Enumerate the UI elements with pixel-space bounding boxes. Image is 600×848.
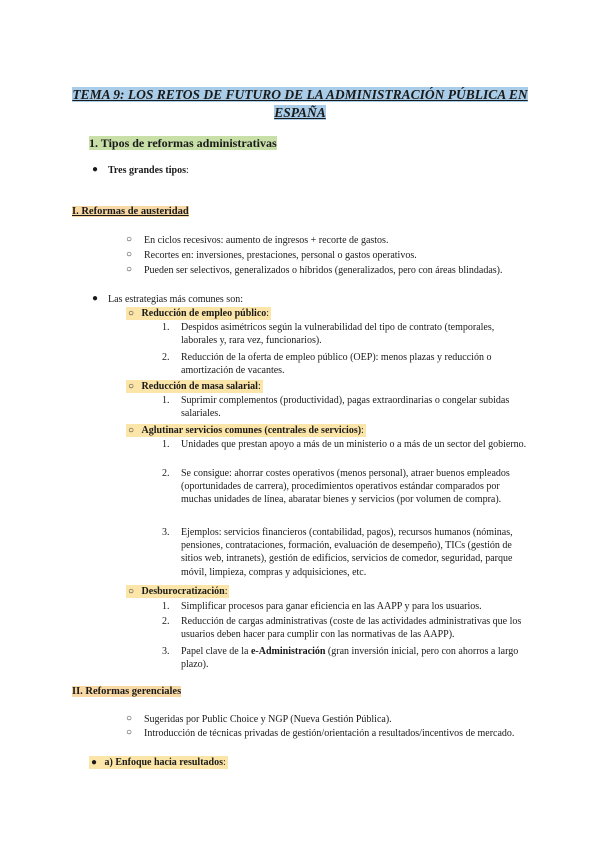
sub-item: Pueden ser selectivos, generalizados o híbridos (generalizados, pero con áreas blindadas).: [144, 265, 503, 276]
sub-item: En ciclos recesivos: aumento de ingresos + recorte de gastos.: [144, 235, 389, 246]
strategy-item: Ejemplos: servicios financieros (contabilidad, pagos), recursos humanos (nóminas, pensiones, contrataciones, formación, evaluación de desempeño), TICs (gestión de sitios web, intranets), gestión de edificios, servicios de comedor, seguridad, parque móvil, limpieza, compras y adquisiciones, etc.: [181, 527, 513, 578]
strategy-item: Papel clave de la e-Administración (gran inversión inicial, pero con ahorros a largo plazo).: [181, 646, 519, 671]
strategy-item: Unidades que prestan apoyo a más de un ministerio o a más de un sector del gobierno.: [181, 439, 527, 450]
num: 2.: [162, 616, 170, 627]
page-title: TEMA 9: LOS RETOS DE FUTURO DE LA ADMINISTRACIÓN PÚBLICA EN ESPAÑA: [72, 87, 528, 120]
sub-item: Recortes en: inversiones, prestaciones, personal o gastos operativos.: [144, 250, 417, 261]
circle-bullet: ○: [126, 249, 133, 260]
strategy-item: Reducción de la oferta de empleo público (OEP): menos plazas y reducción o amortización de vacantes.: [181, 352, 492, 377]
sub-item: Sugeridas por Public Choice y NGP (Nueva Gestión Pública).: [144, 714, 392, 725]
circle-bullet: ○: [126, 727, 133, 738]
strategy-item: Simplificar procesos para ganar eficiencia en las AAPP y para los usuarios.: [181, 601, 482, 612]
sub-item: Introducción de técnicas privadas de gestión/orientación a resultados/incentivos de mercado.: [144, 728, 515, 739]
num: 1.: [162, 601, 170, 612]
strategies-intro: Las estrategias más comunes son:: [108, 294, 243, 305]
num: 2.: [162, 352, 170, 363]
num: 3.: [162, 646, 170, 657]
num: 2.: [162, 468, 170, 479]
bullet-dot: ●: [92, 164, 99, 175]
subsection-enfoque-resultados: ● a) Enfoque hacia resultados:: [91, 757, 226, 768]
circle-bullet: ○: [126, 234, 133, 245]
section-heading-1: 1. Tipos de reformas administrativas: [89, 136, 277, 150]
num: 1.: [162, 439, 170, 450]
bullet-tres-tipos: Tres grandes tipos:: [108, 165, 189, 176]
strategy-4: ○ Desburocratización:: [128, 586, 228, 597]
strategy-item: Suprimir complementos (productividad), pagas extraordinarias o congelar subidas salariales.: [181, 395, 510, 420]
num: 1.: [162, 322, 170, 333]
circle-bullet: ○: [126, 264, 133, 275]
num: 1.: [162, 395, 170, 406]
strategy-item: Reducción de cargas administrativas (coste de las actividades administrativas que los usuarios deben hacer para cumplir con las normativas de las AAPP).: [181, 616, 522, 641]
bullet-dot: ●: [92, 293, 99, 304]
strategy-item: Se consigue: ahorrar costes operativos (menos personal), atraer buenos empleados (oportunidades de carrera), procedimientos operativos estándar comparados por muchas unidades de línea, abaratar bienes y servicios (por volumen de compra).: [181, 468, 510, 506]
num: 3.: [162, 527, 170, 538]
strategy-2: ○ Reducción de masa salarial:: [128, 381, 261, 392]
section-heading-gerenciales: II. Reformas gerenciales: [72, 686, 182, 697]
strategy-1: ○ Reducción de empleo público:: [128, 308, 270, 319]
strategy-3: ○ Aglutinar servicios comunes (centrales de servicios):: [128, 425, 364, 436]
strategy-item: Despidos asimétricos según la vulnerabilidad del tipo de contrato (temporales, laborales y, rara vez, funcionarios).: [181, 322, 495, 347]
section-heading-austeridad: I. Reformas de austeridad: [72, 206, 189, 217]
circle-bullet: ○: [126, 713, 133, 724]
